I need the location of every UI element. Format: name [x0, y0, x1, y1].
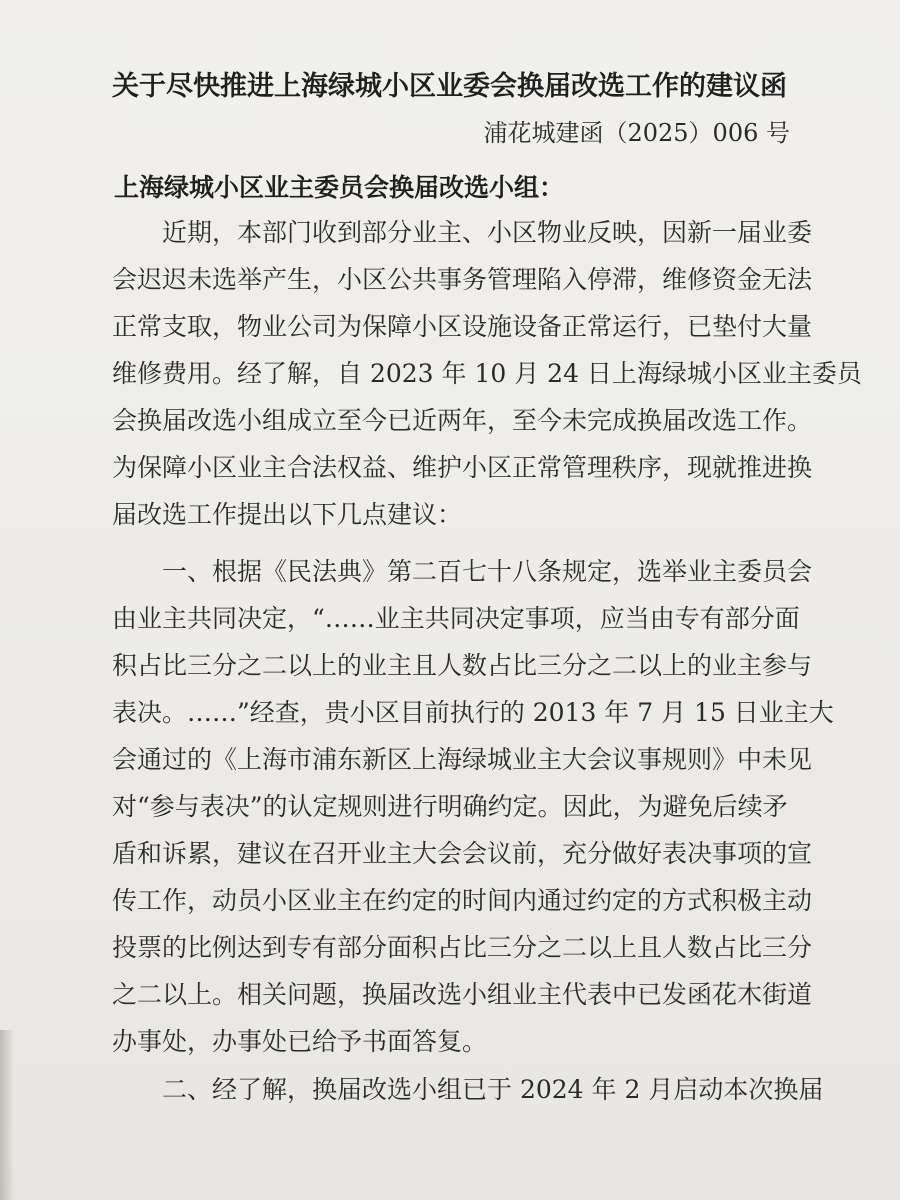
- page-edge-shadow: [0, 1030, 14, 1200]
- body-line: 届改选工作提出以下几点建议：: [112, 500, 463, 529]
- body-line: 表决。……”经查，贵小区目前执行的 2013 年 7 月 15 日业主大: [112, 698, 834, 727]
- body-line: 为保障小区业主合法权益、维护小区正常管理秩序，现就推进换: [112, 453, 813, 482]
- body-line: 办事处，办事处已给予书面答复。: [112, 1027, 488, 1056]
- body-line: 对“参与表决”的认定规则进行明确约定。因此，为避免后续矛: [112, 792, 788, 821]
- body-line: 之二以上。相关问题，换届改选小组业主代表中已发函花木街道: [112, 980, 813, 1009]
- body-line: 一、根据《民法典》第二百七十八条规定，选举业主委员会: [162, 557, 813, 586]
- body-line: 传工作，动员小区业主在约定的时间内通过约定的方式积极主动: [112, 886, 813, 915]
- body-line: 积占比三分之二以上的业主且人数占比三分之二以上的业主参与: [112, 651, 813, 680]
- document-title: 关于尽快推进上海绿城小区业委会换届改选工作的建议函: [112, 71, 787, 102]
- body-line: 近期，本部门收到部分业主、小区物业反映，因新一届业委: [162, 218, 813, 247]
- body-line: 维修费用。经了解，自 2023 年 10 月 24 日上海绿城小区业主委员: [112, 359, 862, 388]
- body-line: 投票的比例达到专有部分面积占比三分之二以上且人数占比三分: [112, 933, 813, 962]
- addressee: 上海绿城小区业主委员会换届改选小组：: [114, 173, 565, 202]
- body-line: 会迟迟未选举产生，小区公共事务管理陷入停滞，维修资金无法: [112, 265, 813, 294]
- body-line: 二、经了解，换届改选小组已于 2024 年 2 月启动本次换届: [162, 1075, 824, 1104]
- body-line: 会换届改选小组成立至今已近两年，至今未完成换届改选工作。: [112, 406, 813, 435]
- document-number: 浦花城建函（2025）006 号: [483, 119, 790, 147]
- body-line: 盾和诉累，建议在召开业主大会会议前，充分做好表决事项的宣: [112, 839, 813, 868]
- body-line: 由业主共同决定，“……业主共同决定事项，应当由专有部分面: [112, 604, 800, 633]
- body-line: 会通过的《上海市浦东新区上海绿城业主大会议事规则》中未见: [112, 745, 813, 774]
- body-line: 正常支取，物业公司为保障小区设施设备正常运行，已垫付大量: [112, 312, 813, 341]
